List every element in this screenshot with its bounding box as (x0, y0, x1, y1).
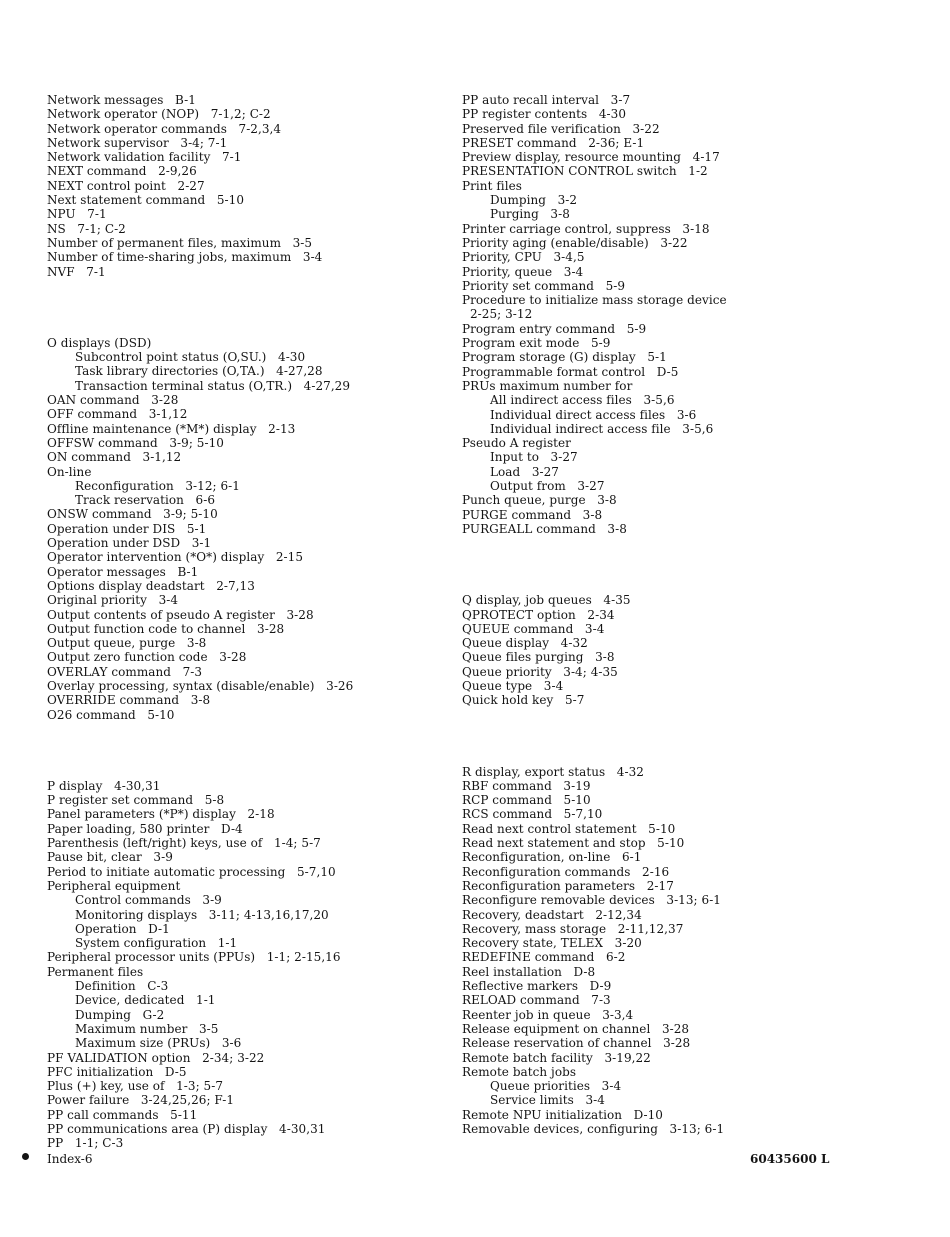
index-entry: Reel installation D-8 (462, 964, 596, 979)
index-entry: Reflective markers D-9 (462, 979, 612, 994)
index-entry-continuation: 2-25; 3-12 (470, 307, 533, 322)
index-entry: Queue type 3-4 (462, 678, 564, 693)
index-entry: Reconfiguration parameters 2-17 (462, 878, 674, 893)
index-entry: Output queue, purge 3-8 (47, 636, 207, 651)
index-entry: PURGE command 3-8 (462, 507, 603, 522)
group-spacer (462, 708, 762, 765)
index-entry: Queue display 4-32 (462, 636, 588, 651)
index-entry: Program exit mode 5-9 (462, 336, 611, 351)
index-entry: P display 4-30,31 (47, 778, 161, 793)
index-entry: Printer carriage control, suppress 3-18 (462, 221, 710, 236)
index-subentry: Operation D-1 (75, 921, 170, 936)
index-entry: Punch queue, purge 3-8 (462, 493, 617, 508)
index-entry: Preview display, resource mounting 4-17 (462, 150, 720, 165)
index-entry: PF VALIDATION option 2-34; 3-22 (47, 1050, 265, 1065)
index-entry: On-line (47, 464, 92, 479)
index-subentry: Reconfiguration 3-12; 6-1 (75, 478, 240, 493)
index-subentry: Service limits 3-4 (490, 1093, 605, 1108)
index-entry: Operation under DIS 5-1 (47, 521, 207, 536)
index-subentry: Transaction terminal status (O,TR.) 4-27,29 (75, 378, 351, 393)
index-entry: Recovery, deadstart 2-12,34 (462, 907, 642, 922)
index-entry: Operation under DSD 3-1 (47, 536, 212, 551)
index-entry: Pseudo A register (462, 436, 571, 451)
index-entry: Peripheral processor units (PPUs) 1-1; 2-15,16 (47, 950, 341, 965)
index-entry: Priority aging (enable/disable) 3-22 (462, 235, 688, 250)
index-subentry: Dumping 3-2 (490, 193, 578, 208)
index-entry: Original priority 3-4 (47, 593, 179, 608)
index-entry: Panel parameters (*P*) display 2-18 (47, 807, 275, 822)
group-spacer (462, 536, 762, 593)
index-entry: Network supervisor 3-4; 7-1 (47, 135, 228, 150)
index-subentry: Dumping G-2 (75, 1007, 165, 1022)
index-entry: Remote batch facility 3-19,22 (462, 1050, 651, 1065)
index-entry: PP register contents 4-30 (462, 107, 627, 122)
index-entry: Program entry command 5-9 (462, 321, 647, 336)
index-group-n (47, 93, 447, 279)
index-subentry: Maximum size (PRUs) 3-6 (75, 1036, 242, 1051)
index-group-r (462, 765, 762, 1137)
index-subentry: Input to 3-27 (490, 450, 578, 465)
index-entry: RBF command 3-19 (462, 778, 591, 793)
index-entry: Priority set command 5-9 (462, 278, 626, 293)
index-entry: PP auto recall interval 3-7 (462, 93, 631, 107)
index-entry: PURGEALL command 3-8 (462, 521, 627, 536)
index-entry: Pause bit, clear 3-9 (47, 850, 173, 865)
index-entry: Procedure to initialize mass storage device (462, 293, 727, 308)
index-entry: Next statement command 5-10 (47, 193, 245, 208)
index-entry: Operator intervention (*O*) display 2-15 (47, 550, 304, 565)
index-subentry: Subcontrol point status (O,SU.) 4-30 (75, 350, 306, 365)
index-entry: Queue priority 3-4; 4-35 (462, 664, 618, 679)
index-entry: Program storage (G) display 5-1 (462, 350, 667, 365)
index-entry: PRUs maximum number for (462, 378, 633, 393)
index-subentry: Monitoring displays 3-11; 4-13,16,17,20 (75, 907, 329, 922)
index-subentry: Purging 3-8 (490, 207, 570, 222)
index-column-right (462, 93, 762, 1136)
index-entry: Recovery, mass storage 2-11,12,37 (462, 921, 684, 936)
index-entry: Offline maintenance (*M*) display 2-13 (47, 421, 296, 436)
index-entry: PRESENTATION CONTROL switch 1-2 (462, 164, 708, 179)
index-entry: P register set command 5-8 (47, 793, 225, 808)
index-entry: Network messages B-1 (47, 93, 196, 107)
index-entry: Removable devices, configuring 3-13; 6-1 (462, 1122, 725, 1136)
index-entry: NPU 7-1 (47, 207, 107, 222)
index-entry: OFFSW command 3-9; 5-10 (47, 435, 224, 450)
bullet-icon (22, 1153, 29, 1160)
index-entry: Programmable format control D-5 (462, 364, 679, 379)
group-spacer (47, 722, 447, 779)
index-entry: Peripheral equipment (47, 878, 181, 893)
index-entry: Remote batch jobs (462, 1064, 577, 1079)
index-entry: Output function code to channel 3-28 (47, 621, 285, 636)
page-label: Index-6 (47, 1152, 93, 1166)
index-entry: Read next control statement 5-10 (462, 821, 676, 836)
index-group-q (462, 593, 762, 707)
index-entry: Release reservation of channel 3-28 (462, 1036, 691, 1051)
index-entry: Recovery state, TELEX 3-20 (462, 936, 642, 951)
index-entry: NEXT command 2-9,26 (47, 164, 197, 179)
index-subentry: Device, dedicated 1-1 (75, 993, 216, 1008)
index-entry: RCP command 5-10 (462, 793, 591, 808)
index-entry: Parenthesis (left/right) keys, use of 1-4; 5-7 (47, 836, 321, 851)
index-entry: Q display, job queues 4-35 (462, 593, 631, 608)
index-entry: Priority, CPU 3-4,5 (462, 250, 585, 265)
index-entry: OAN command 3-28 (47, 393, 179, 408)
index-entry: Paper loading, 580 printer D-4 (47, 821, 243, 836)
index-group-p (47, 779, 447, 1151)
index-entry: Quick hold key 5-7 (462, 693, 585, 708)
index-subentry: Control commands 3-9 (75, 893, 222, 908)
index-entry: Network operator (NOP) 7-1,2; C-2 (47, 107, 271, 122)
index-entry: Reconfiguration commands 2-16 (462, 864, 670, 879)
index-subentry: System configuration 1-1 (75, 936, 238, 951)
index-entry: Output contents of pseudo A register 3-28 (47, 607, 314, 622)
index-entry: Reconfiguration, on-line 6-1 (462, 850, 642, 865)
index-entry: ON command 3-1,12 (47, 450, 182, 465)
index-entry: Output zero function code 3-28 (47, 650, 247, 665)
document-number: 60435600 L (750, 1152, 830, 1166)
index-entry: Preserved file verification 3-22 (462, 121, 660, 136)
index-entry: Release equipment on channel 3-28 (462, 1021, 690, 1036)
index-entry: RCS command 5-7,10 (462, 807, 603, 822)
index-entry: Queue files purging 3-8 (462, 650, 615, 665)
index-entry: RELOAD command 7-3 (462, 993, 611, 1008)
index-entry: NVF 7-1 (47, 264, 106, 279)
index-entry: Print files (462, 178, 522, 193)
index-entry: Reenter job in queue 3-3,4 (462, 1007, 634, 1022)
index-subentry: Task library directories (O,TA.) 4-27,28 (75, 364, 323, 379)
index-entry: OVERRIDE command 3-8 (47, 693, 211, 708)
index-entry: QUEUE command 3-4 (462, 621, 605, 636)
index-entry: PFC initialization D-5 (47, 1064, 187, 1079)
index-entry: QPROTECT option 2-34 (462, 607, 615, 622)
index-entry: Power failure 3-24,25,26; F-1 (47, 1093, 235, 1108)
index-entry: Options display deadstart 2-7,13 (47, 578, 255, 593)
index-entry: Overlay processing, syntax (disable/enable) 3-26 (47, 678, 354, 693)
index-entry: Period to initiate automatic processing 5-7,10 (47, 864, 336, 879)
index-entry: Number of permanent files, maximum 3-5 (47, 235, 313, 250)
index-subentry: All indirect access files 3-5,6 (490, 393, 675, 408)
index-entry: Operator messages B-1 (47, 564, 199, 579)
index-entry: O displays (DSD) (47, 335, 152, 350)
index-entry: OFF command 3-1,12 (47, 407, 188, 422)
index-group-o (47, 336, 447, 722)
index-entry: ONSW command 3-9; 5-10 (47, 507, 218, 522)
index-entry: Network operator commands 7-2,3,4 (47, 121, 282, 136)
index-entry: PP communications area (P) display 4-30,31 (47, 1122, 326, 1136)
index-entry: Remote NPU initialization D-10 (462, 1107, 663, 1122)
index-subentry: Definition C-3 (75, 979, 169, 994)
index-entry: Permanent files (47, 964, 144, 979)
index-entry: Number of time-sharing jobs, maximum 3-4 (47, 250, 323, 265)
index-entry: PP call commands 5-11 (47, 1107, 198, 1122)
index-subentry: Individual indirect access file 3-5,6 (490, 421, 714, 436)
index-subentry: Track reservation 6-6 (75, 493, 215, 508)
index-entry: Reconfigure removable devices 3-13; 6-1 (462, 893, 721, 908)
group-spacer (47, 279, 447, 336)
index-entry: PRESET command 2-36; E-1 (462, 135, 645, 150)
index-entry: NEXT control point 2-27 (47, 178, 205, 193)
index-subentry: Load 3-27 (490, 464, 559, 479)
index-entry: OVERLAY command 7-3 (47, 664, 203, 679)
index-entry: Plus (+) key, use of 1-3; 5-7 (47, 1079, 224, 1094)
index-group-p (462, 93, 762, 536)
index-subentry: Queue priorities 3-4 (490, 1079, 622, 1094)
index-subentry: Individual direct access files 3-6 (490, 407, 697, 422)
index-entry: NS 7-1; C-2 (47, 221, 126, 236)
index-entry: Network validation facility 7-1 (47, 150, 242, 165)
index-entry: O26 command 5-10 (47, 707, 175, 722)
index-subentry: Output from 3-27 (490, 479, 605, 494)
index-entry: REDEFINE command 6-2 (462, 950, 626, 965)
index-entry: Priority, queue 3-4 (462, 264, 584, 279)
index-entry: Read next statement and stop 5-10 (462, 836, 685, 851)
index-entry: PP 1-1; C-3 (47, 1136, 124, 1151)
index-entry: R display, export status 4-32 (462, 764, 644, 779)
index-column-left (47, 93, 447, 1151)
index-subentry: Maximum number 3-5 (75, 1021, 219, 1036)
